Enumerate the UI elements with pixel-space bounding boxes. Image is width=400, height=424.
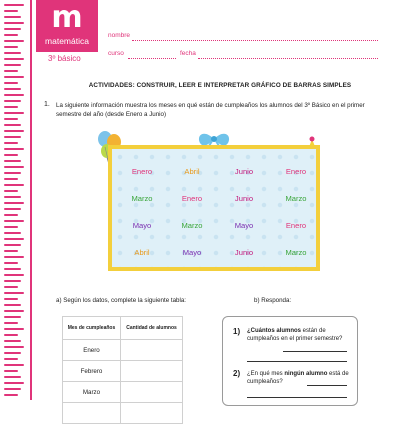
answer-line-1b[interactable] bbox=[247, 361, 347, 362]
binding-tick bbox=[4, 316, 21, 318]
binding-tick bbox=[4, 166, 24, 168]
binding-tick bbox=[4, 34, 18, 36]
binding-tick bbox=[4, 106, 18, 108]
answer-line-2[interactable] bbox=[307, 385, 347, 386]
binding-tick bbox=[4, 4, 24, 6]
month-entry: Enero bbox=[131, 167, 153, 176]
answer-line-2b[interactable] bbox=[247, 397, 347, 398]
table-header-count: Cantidad de alumnos bbox=[121, 317, 183, 340]
binding-tick bbox=[4, 160, 21, 162]
binding-tick bbox=[4, 364, 24, 366]
binding-tick bbox=[4, 142, 18, 144]
logo-word: matemática bbox=[45, 36, 89, 46]
answer-question-1 bbox=[247, 327, 353, 343]
month-entry: Junio bbox=[234, 248, 254, 257]
binding-tick bbox=[4, 346, 24, 348]
binding-tick bbox=[4, 382, 24, 384]
binding-tick bbox=[4, 202, 24, 204]
binding-tick bbox=[4, 322, 18, 324]
month-entry: Mayo bbox=[234, 221, 254, 230]
month-entry: Enero bbox=[285, 167, 307, 176]
binding-tick bbox=[4, 64, 21, 66]
question-number: 1. bbox=[44, 101, 50, 108]
date-label: fecha bbox=[180, 50, 196, 57]
month-entry: Enero bbox=[285, 221, 307, 230]
binding-tick bbox=[4, 178, 18, 180]
months-table bbox=[62, 316, 183, 424]
binding-tick bbox=[4, 28, 21, 30]
binding-tick bbox=[4, 370, 18, 372]
count-cell[interactable] bbox=[121, 361, 183, 382]
binding-tick bbox=[4, 388, 21, 390]
date-field[interactable] bbox=[198, 58, 378, 59]
binding-tick bbox=[4, 352, 21, 354]
binding-tick bbox=[4, 70, 18, 72]
binding-tick bbox=[4, 118, 18, 120]
binding-tick bbox=[4, 376, 21, 378]
binding-tick bbox=[4, 238, 24, 240]
binding-tick bbox=[4, 250, 18, 252]
binding-tick bbox=[4, 100, 21, 102]
binding-tick bbox=[4, 328, 24, 330]
binding-tick bbox=[4, 124, 21, 126]
response-box bbox=[222, 316, 358, 406]
answer-question-1-rest: están de cumpleaños en el primer semestre? bbox=[247, 328, 343, 342]
binding-tick bbox=[4, 76, 24, 78]
binding-tick bbox=[4, 340, 21, 342]
binding-tick bbox=[4, 214, 18, 216]
table-row bbox=[63, 403, 183, 424]
binding-tick bbox=[4, 286, 18, 288]
count-cell[interactable] bbox=[121, 340, 183, 361]
binding-tick bbox=[4, 172, 21, 174]
binding-tick bbox=[4, 112, 24, 114]
month-entry: Marzo bbox=[285, 248, 307, 257]
binding-tick bbox=[4, 184, 24, 186]
binding-tick bbox=[4, 298, 18, 300]
activity-title: ACTIVIDADES: CONSTRUIR, LEER E INTERPRETAR GRÁFICO DE BARRAS SIMPLES bbox=[88, 82, 352, 89]
binding-tick bbox=[4, 226, 18, 228]
binding-tick bbox=[4, 16, 21, 18]
course-label: curso bbox=[108, 50, 124, 57]
binding-tick bbox=[4, 40, 24, 42]
name-label: nombre bbox=[108, 32, 131, 39]
part-b-instruction: b) Responda: bbox=[254, 297, 292, 304]
binding-tick bbox=[4, 256, 24, 258]
binding-tick bbox=[4, 232, 21, 234]
binding-tick bbox=[4, 394, 18, 396]
binding-tick bbox=[4, 280, 21, 282]
answer-question-2-pre: ¿En qué mes bbox=[247, 371, 285, 377]
binding-tick bbox=[4, 94, 24, 96]
binding-tick bbox=[4, 148, 24, 150]
answer-line-1[interactable] bbox=[283, 351, 347, 352]
month-cell: Marzo bbox=[63, 382, 121, 403]
binding-tick bbox=[4, 292, 24, 294]
month-entry: Enero bbox=[181, 194, 203, 203]
binding-tick bbox=[4, 208, 21, 210]
month-entry: Junio bbox=[234, 167, 254, 176]
answer-question-2-bold: ningún alumno bbox=[284, 371, 328, 377]
logo-letter: m bbox=[51, 0, 83, 35]
month-entry: Marzo bbox=[285, 194, 307, 203]
month-entry: Mayo bbox=[182, 248, 202, 257]
month-cell: Febrero bbox=[63, 361, 121, 382]
binding-strip bbox=[0, 0, 32, 400]
table-row bbox=[63, 340, 183, 361]
count-cell[interactable] bbox=[121, 403, 183, 424]
binding-tick bbox=[4, 154, 18, 156]
binding-tick bbox=[4, 334, 18, 336]
binding-tick bbox=[4, 10, 18, 12]
binding-tick bbox=[4, 196, 21, 198]
answer-question-1-bold: ¿Cuántos alumnos bbox=[247, 328, 302, 334]
binding-tick bbox=[4, 52, 21, 54]
binding-tick bbox=[4, 304, 21, 306]
binding-tick bbox=[4, 46, 18, 48]
answer-number-2: 2) bbox=[233, 369, 241, 378]
binding-tick bbox=[4, 58, 24, 60]
answer-question-2 bbox=[247, 370, 353, 386]
binding-tick bbox=[4, 136, 21, 138]
binding-tick bbox=[4, 190, 18, 192]
course-field[interactable] bbox=[128, 58, 176, 59]
brand-logo bbox=[36, 0, 98, 52]
table-row bbox=[63, 361, 183, 382]
birthday-months-board bbox=[108, 145, 320, 271]
binding-tick bbox=[4, 22, 24, 24]
month-entry: Abril bbox=[134, 248, 150, 257]
part-a-instruction: a) Según los datos, complete la siguiente tabla: bbox=[56, 297, 187, 304]
month-cell bbox=[63, 403, 121, 424]
binding-tick bbox=[4, 274, 24, 276]
binding-tick bbox=[4, 220, 24, 222]
binding-tick bbox=[4, 88, 21, 90]
grade-label: 3º básico bbox=[48, 54, 81, 63]
table-row bbox=[63, 382, 183, 403]
month-entry: Abril bbox=[184, 167, 200, 176]
answer-number-1: 1) bbox=[233, 327, 241, 336]
count-cell[interactable] bbox=[121, 382, 183, 403]
month-entry: Marzo bbox=[181, 221, 203, 230]
name-field[interactable] bbox=[132, 40, 378, 41]
binding-tick bbox=[4, 82, 18, 84]
month-cell: Enero bbox=[63, 340, 121, 361]
binding-tick bbox=[4, 310, 24, 312]
binding-tick bbox=[4, 268, 21, 270]
binding-tick bbox=[4, 358, 18, 360]
month-entry: Mayo bbox=[132, 221, 152, 230]
answer-question-2-rest: está de cumpleaños? bbox=[247, 371, 349, 385]
binding-tick bbox=[4, 130, 24, 132]
question-text: La siguiente información muestra los meses en qué están de cumpleaños los alumnos del 3º Básico en el primer semestre del año (desde Enero a Junio) bbox=[56, 102, 365, 118]
month-entry: Marzo bbox=[131, 194, 153, 203]
binding-tick bbox=[4, 244, 21, 246]
table-header-row bbox=[63, 317, 183, 340]
table-header-month: Mes de cumpleaños bbox=[63, 317, 121, 340]
month-entry: Junio bbox=[234, 194, 254, 203]
binding-tick bbox=[4, 262, 18, 264]
